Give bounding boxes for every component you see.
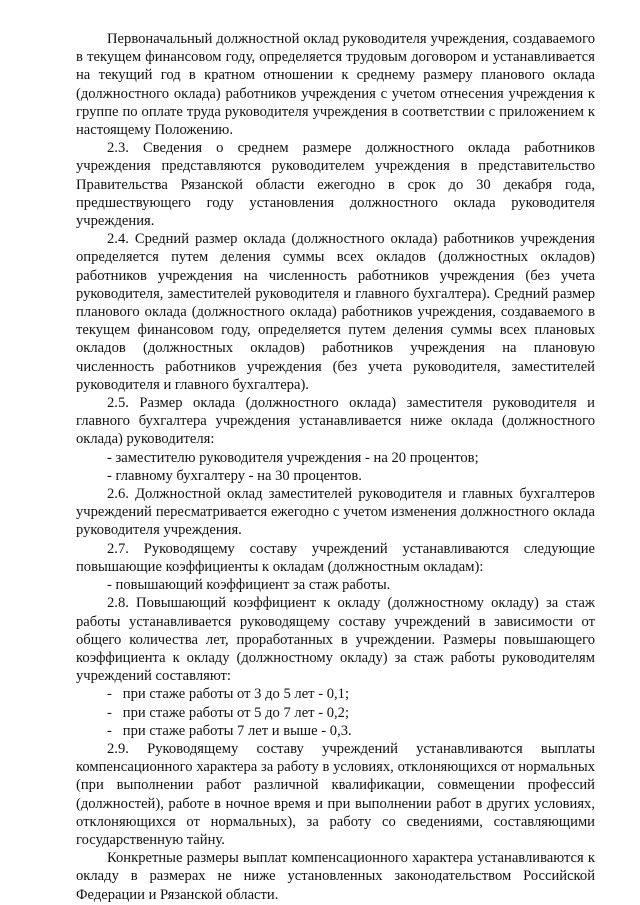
document-page bbox=[76, 30, 595, 904]
list-item-seniority-7-plus: - при стаже работы 7 лет и выше - 0,3. bbox=[107, 722, 352, 739]
paragraph-intro: Первоначальный должностной оклад руководителя учреждения, создаваемого в текущем финансовом году, определяется трудовым договором и устанавливается на текущий год в кратном отношении к среднему размеру планового оклада (должностного оклада) работников учреждения с учетом отнесения учреждения к группе по оплате труда руководителя учреждения в соответствии с приложением к настоящему Положению. bbox=[76, 31, 595, 139]
list-item-chief-accountant: - главному бухгалтеру - на 30 процентов. bbox=[107, 467, 362, 484]
paragraph-2-4: 2.4. Средний размер оклада (должностного оклада) работников учреждения определяется путем деления суммы всех окладов (должностных окладов) работников учреждения на численность работников учреждения (без учета руководителя, заместителей руководителя и главного бухгалтера). Средний размер планового оклада (должностного оклада) работников учреждения, создаваемого в текущем финансовом году, определяется путем деления суммы всех плановых окладов (должностных окладов) работников учреждения на плановую численность работников учреждения (без учета руководителя, заместителей руководителя и главного бухгалтера). bbox=[76, 231, 595, 393]
list-item-seniority-5-7: - при стаже работы от 5 до 7 лет - 0,2; bbox=[107, 704, 350, 721]
list-item-seniority-3-5: - при стаже работы от 3 до 5 лет - 0,1; bbox=[107, 686, 350, 703]
list-item-seniority-coefficient: - повышающий коэффициент за стаж работы. bbox=[107, 577, 391, 594]
paragraph-2-3: 2.3. Сведения о среднем размере должностного оклада работников учреждения представляются руководителем учреждения в представительство Правительства Рязанской области ежегодно в срок до 30 декабря года, предшествующего году установления должностного оклада руководителя учреждения. bbox=[76, 140, 595, 230]
paragraph-final: Конкретные размеры выплат компенсационного характера устанавливаются к окладу в размерах не ниже установленных законодательством Российской Федерации и Рязанской области. bbox=[76, 850, 595, 903]
list-item-deputy: - заместителю руководителя учреждения - на 20 процентов; bbox=[107, 449, 479, 466]
paragraph-2-7: 2.7. Руководящему составу учреждений устанавливаются следующие повышающие коэффициенты к окладам (должностным окладам): bbox=[76, 540, 595, 575]
paragraph-2-9: 2.9. Руководящему составу учреждений устанавливаются выплаты компенсационного характера за работу в условиях, отклоняющихся от нормальных (при выполнении работ различной квалификации, совмещении профессий (должностей), работе в ночное время и при выполнении работ в других условиях, отклоняющихся от нормальных), за работу со сведениями, составляющими государственную тайну. bbox=[76, 740, 595, 848]
paragraph-2-5: 2.5. Размер оклада (должностного оклада) заместителя руководителя и главного бухгалтера учреждения устанавливается ниже оклада (должностного оклада) руководителя: bbox=[76, 395, 595, 448]
paragraph-2-6: 2.6. Должностной оклад заместителей руководителя и главных бухгалтеров учреждений пересматривается ежегодно с учетом изменения должностного оклада руководителя учреждения. bbox=[76, 486, 595, 539]
paragraph-2-8: 2.8. Повышающий коэффициент к окладу (должностному окладу) за стаж работы устанавливается руководящему составу учреждений в зависимости от общего количества лет, проработанных в учреждении. Размеры повышающего коэффициента к окладу (должностному окладу) за стаж работы руководителям учреждений составляют: bbox=[76, 595, 595, 685]
